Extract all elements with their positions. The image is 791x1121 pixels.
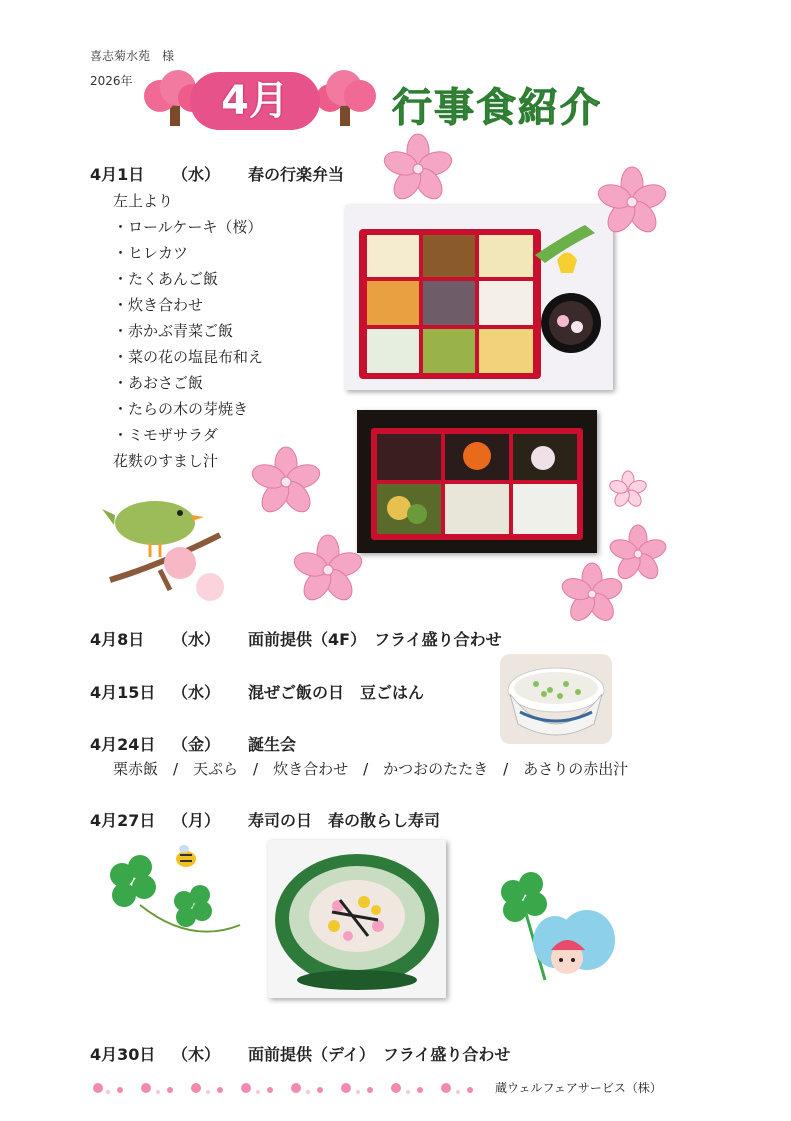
list-item: ・たくあんご飯 bbox=[113, 270, 219, 288]
event-name: 誕生会 bbox=[248, 735, 297, 754]
sakura-icon bbox=[596, 166, 668, 238]
event-name: 混ぜご飯の日 豆ごはん bbox=[248, 683, 425, 702]
year: 2026年 bbox=[90, 74, 133, 88]
event-date: 4月27日 bbox=[90, 811, 156, 830]
clover-fairy-icon bbox=[495, 870, 620, 990]
list-item: ・ヒレカツ bbox=[113, 244, 189, 262]
sakura-icon bbox=[608, 470, 648, 510]
bird-on-branch-icon bbox=[100, 495, 240, 615]
sakura-icon bbox=[382, 133, 454, 205]
flower-border-icon bbox=[90, 1078, 485, 1098]
event-name: 面前提供（4F） フライ盛り合わせ bbox=[248, 630, 502, 649]
recipient: 喜志菊水苑 様 bbox=[90, 49, 175, 63]
month-badge-text: 4月 bbox=[221, 78, 289, 124]
event-name: 寿司の日 春の散らし寿司 bbox=[248, 811, 441, 830]
event-date: 4月8日 bbox=[90, 630, 145, 649]
sakura-icon bbox=[292, 534, 364, 606]
event-name: 春の行楽弁当 bbox=[248, 165, 345, 184]
list-item: ・あおさご飯 bbox=[113, 374, 204, 392]
sushi-photo bbox=[268, 840, 446, 998]
list-item: ・ミモザサラダ bbox=[113, 426, 218, 444]
event-weekday: （金） bbox=[172, 735, 221, 754]
list-item: ・たらの木の芽焼き bbox=[113, 400, 249, 418]
cherry-tree-right-icon bbox=[310, 70, 380, 130]
clover-bee-icon bbox=[100, 845, 250, 955]
footer-company: 蔵ウェルフェアサービス（株） bbox=[495, 1081, 662, 1095]
event-date: 4月30日 bbox=[90, 1045, 156, 1064]
list-item: ・ロールケーキ（桜） bbox=[113, 218, 263, 236]
event-weekday: （水） bbox=[172, 165, 221, 184]
bento-photo-bottom bbox=[357, 410, 597, 553]
event-name: 面前提供（デイ） フライ盛り合わせ bbox=[248, 1045, 511, 1064]
list-item: ・赤かぶ青菜ご飯 bbox=[113, 322, 234, 340]
page-title: 行事食紹介 bbox=[392, 85, 602, 131]
event-date: 4月15日 bbox=[90, 683, 156, 702]
list-item: ・菜の花の塩昆布和え bbox=[113, 348, 264, 366]
event-date: 4月24日 bbox=[90, 735, 156, 754]
bento-intro: 左上より bbox=[113, 192, 174, 210]
event-date: 4月1日 bbox=[90, 165, 145, 184]
list-item: ・炊き合わせ bbox=[113, 296, 204, 314]
event-weekday: （木） bbox=[172, 1045, 221, 1064]
bento-soup: 花麩のすまし汁 bbox=[113, 452, 219, 470]
bean-rice-bowl-photo bbox=[500, 654, 612, 744]
birthday-menu: 栗赤飯 / 天ぷら / 炊き合わせ / かつおのたたき / あさりの赤出汁 bbox=[113, 760, 629, 778]
bento-photo-top bbox=[345, 205, 613, 390]
event-weekday: （月） bbox=[172, 811, 221, 830]
sakura-icon bbox=[250, 446, 322, 518]
event-weekday: （水） bbox=[172, 683, 221, 702]
event-weekday: （水） bbox=[172, 630, 221, 649]
sakura-icon bbox=[608, 524, 668, 584]
